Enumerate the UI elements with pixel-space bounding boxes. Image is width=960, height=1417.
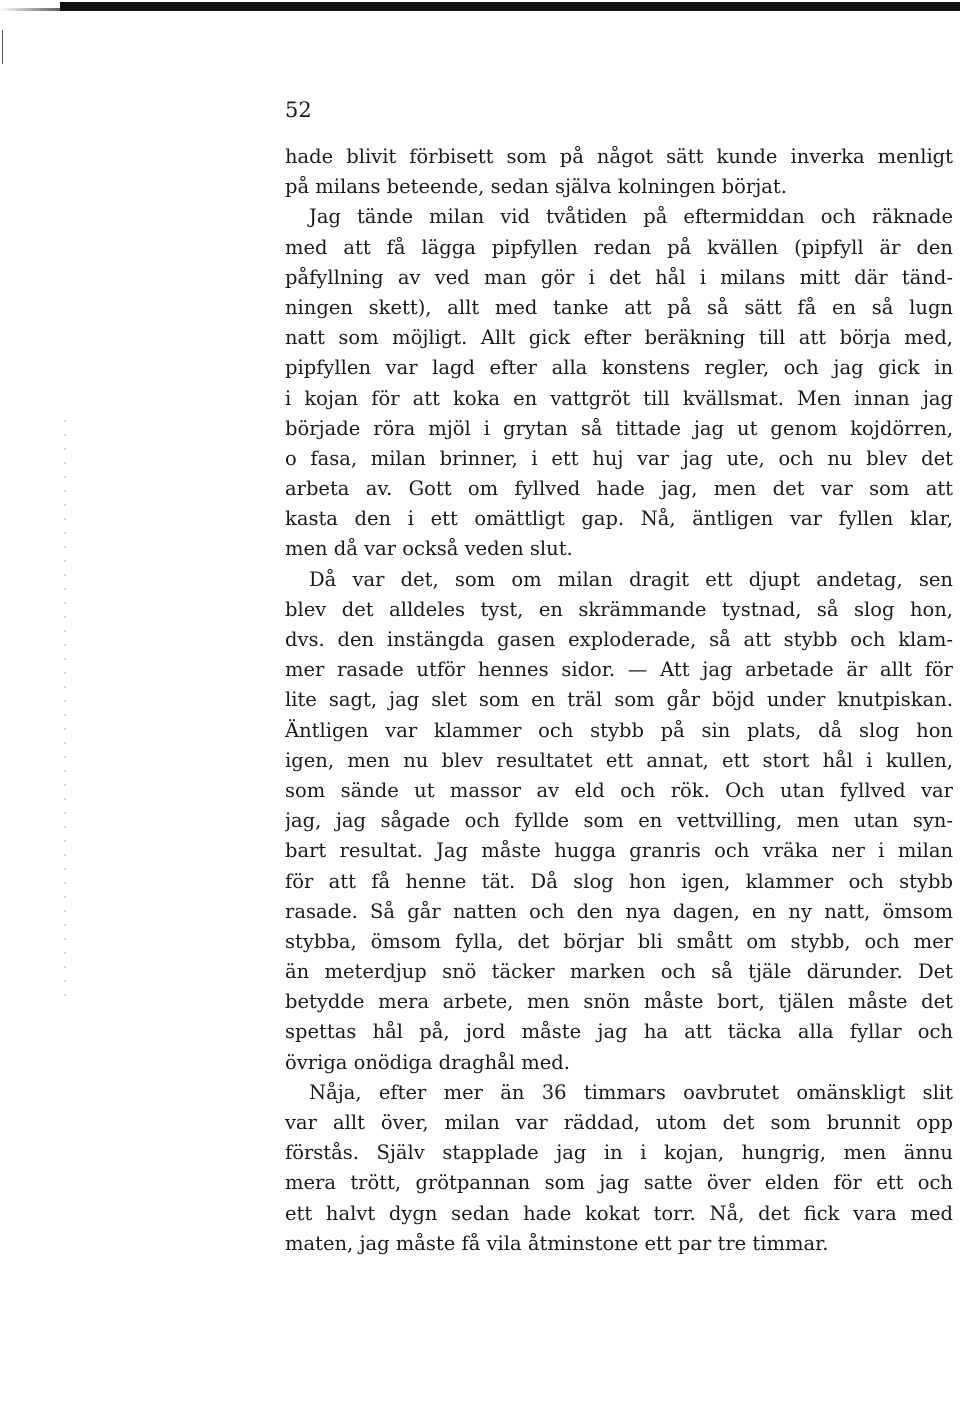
text-line: mera trött, grötpannan som jag satte över elden för ett och xyxy=(285,1171,953,1195)
text-line: spettas hål på, jord måste jag ha att täcka alla fyllar och xyxy=(285,1020,953,1044)
text-line: igen, men nu blev resultatet ett annat, ett stort hål i kullen, xyxy=(285,748,953,772)
text-line: pipfyllen var lagd efter alla konstens regler, och jag gick in xyxy=(285,356,953,380)
text-line: var allt över, milan var räddad, utom det som brunnit opp xyxy=(285,1111,953,1134)
text-line: blev det alldeles tyst, en skrämmande tystnad, så slog hon, xyxy=(285,597,953,621)
text-line: kasta den i ett omättligt gap. Nå, äntligen var fyllen klar, xyxy=(285,507,953,531)
scan-speckle xyxy=(64,420,66,1000)
top-border-rule xyxy=(60,2,960,11)
scan-edge-mark xyxy=(2,30,3,64)
text-line: bart resultat. Jag måste hugga granris och vräka ner i milan xyxy=(285,839,953,863)
text-line: förstås. Själv stapplade jag in i kojan, hungrig, men ännu xyxy=(285,1141,953,1165)
text-line: lite sagt, jag slet som en träl som går böjd under knutpiskan. xyxy=(285,688,953,712)
text-line: rasade. Så går natten och den nya dagen, en ny natt, ömsom xyxy=(285,899,953,923)
text-line: Då var det, som om milan dragit ett djupt andetag, sen xyxy=(309,567,953,591)
text-line: för att få henne tät. Då slog hon igen, klammer och stybb xyxy=(285,869,953,893)
text-line: Äntligen var klammer och stybb på sin plats, då slog hon xyxy=(285,718,953,742)
text-line: övriga onödiga draghål med. xyxy=(285,1050,570,1074)
text-line: ett halvt dygn sedan hade kokat torr. Nå, det fick vara med xyxy=(285,1201,953,1225)
text-line: med att få lägga pipfyllen redan på kvällen (pipfyll är den xyxy=(285,235,953,259)
text-line: Jag tände milan vid tvåtiden på eftermiddan och räknade xyxy=(309,205,953,229)
text-line: Nåja, efter mer än 36 timmars oavbrutet omänskligt slit xyxy=(309,1080,953,1104)
text-line: än meterdjup snö täcker marken och så tjäle därunder. Det xyxy=(285,960,953,984)
text-line: på milans beteende, sedan själva kolningen börjat. xyxy=(285,175,787,199)
text-line: jag, jag sågade och fyllde som en vettvilling, men utan syn- xyxy=(285,809,953,833)
text-line: mer rasade utför hennes sidor. — Att jag arbetade är allt för xyxy=(285,658,953,682)
text-line: o fasa, milan brinner, i ett huj var jag ute, och nu blev det xyxy=(285,446,953,470)
text-line: som sände ut massor av eld och rök. Och utan fyllved var xyxy=(285,778,953,802)
text-line: men då var också veden slut. xyxy=(285,537,573,561)
text-line: maten, jag måste få vila åtminstone ett par tre timmar. xyxy=(285,1231,829,1255)
top-border-rule-fade xyxy=(0,8,90,11)
text-line: ningen skett), allt med tanke att på så sätt få en så lugn xyxy=(285,295,953,319)
text-line: betydde mera arbete, men snön måste bort, tjälen måste det xyxy=(285,990,953,1014)
text-line: hade blivit förbisett som på något sätt kunde inverka menligt xyxy=(285,145,953,168)
text-line: dvs. den instängda gasen exploderade, så att stybb och klam- xyxy=(285,628,953,651)
text-line: i kojan för att koka en vattgröt till kvällsmat. Men innan jag xyxy=(285,386,953,410)
text-line: natt som möjligt. Allt gick efter beräkning till att börja med, xyxy=(285,326,953,350)
text-line: började röra mjöl i grytan så tittade jag ut genom kojdörren, xyxy=(285,416,953,440)
page-number: 52 xyxy=(285,98,312,122)
text-line: arbeta av. Gott om fyllved hade jag, men det var som att xyxy=(285,477,953,501)
page-body-text xyxy=(285,142,953,1259)
text-line: påfyllning av ved man gör i det hål i milans mitt där tänd- xyxy=(285,265,953,289)
text-line: stybba, ömsom fylla, det börjar bli smått om stybb, och mer xyxy=(285,929,953,953)
